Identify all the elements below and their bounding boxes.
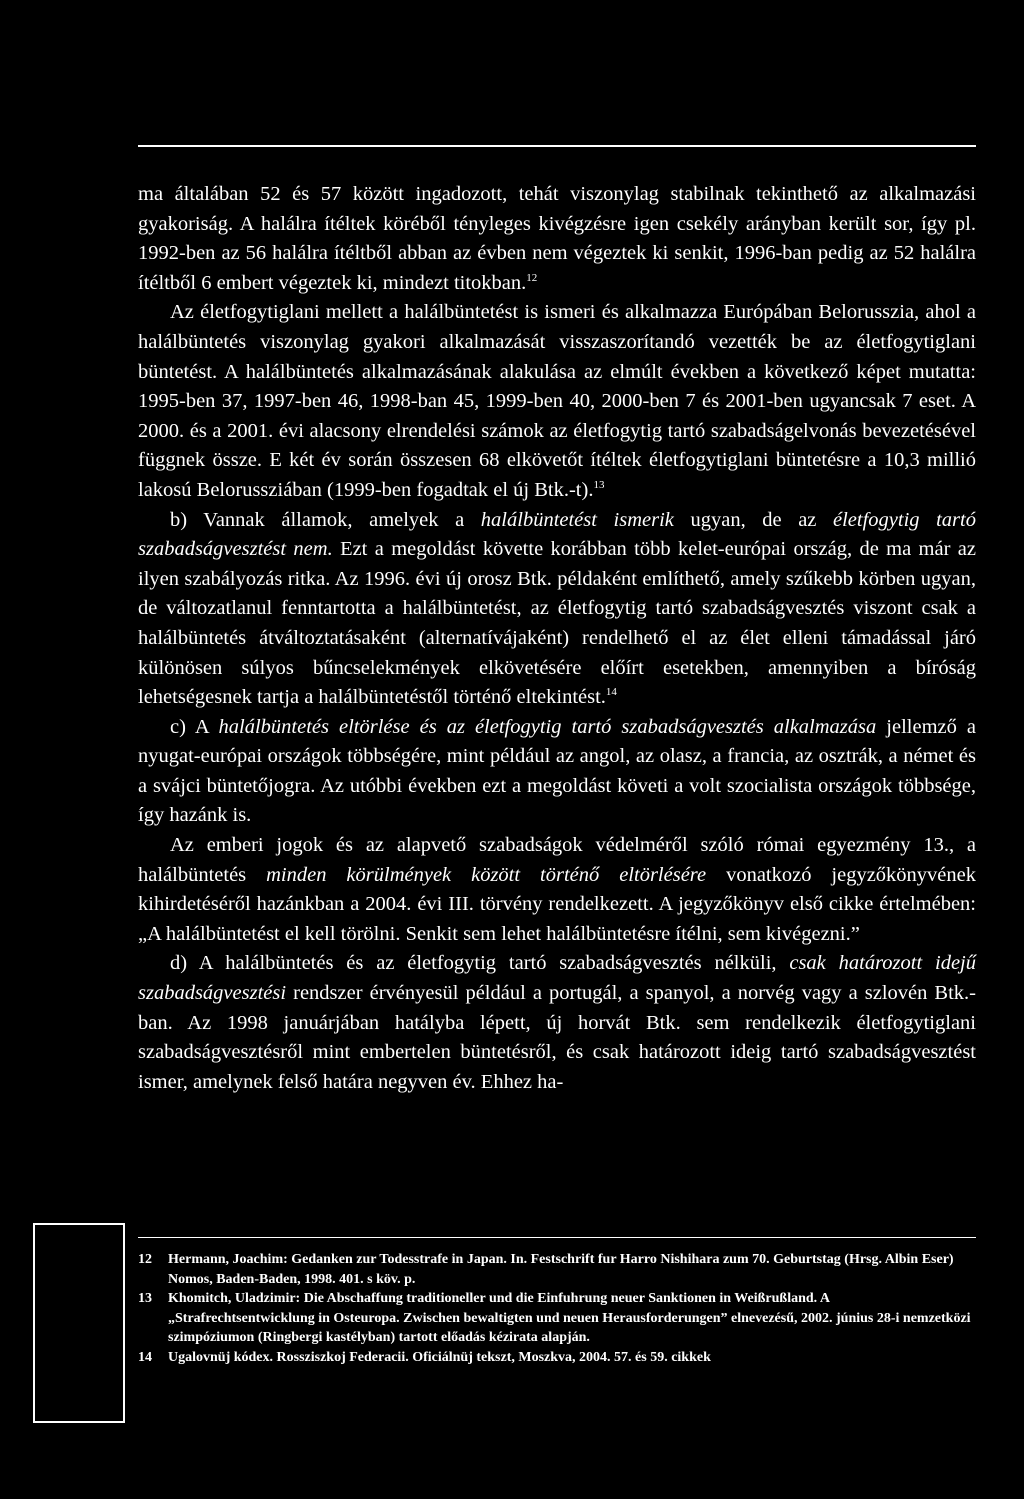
footnote-text: Khomitch, Uladzimir: Die Abschaffung traditioneller und die Einfuhrung neuer Sanktionen in Weißrußland. A „Strafrechtsentwicklung in Osteuropa. Zwischen bewaltigten und neuen Herausforderungen” elnevezésű, 2002. június 28-i nemzetközi szimpóziumon (Ringbergi kastélyban) tartott előadás kézirata alapján. <box>168 1291 971 1346</box>
emphasis-text: halálbüntetés eltörlése és az életfogytig tartó szabadságvesztés alkalmazása <box>218 715 877 738</box>
paragraph-text: ma általában 52 és 57 között ingadozott, tehát viszonylag stabilnak tekinthető az alkalmazási gyakoriság. A halálra ítéltek köréből tényleges kivégzésre igen csekély arányban került sor, így pl. 1992-ben az 56 halálra ítéltből abban az évben nem végeztek ki senkit, 1996-ban pedig az 52 halálra ítéltből 6 embert végeztek ki, mindezt titokban. <box>138 183 976 294</box>
paragraph <box>138 180 976 298</box>
footnote-number: 12 <box>138 1252 152 1267</box>
main-text <box>138 180 976 1097</box>
paragraph-text: rendszer érvényesül például a portugál, a spanyol, a norvég vagy a szlovén Btk.-ban. Az 1998 januárjában hatályba lépett, új horvát Btk. sem rendelkezik életfogytiglani szabadságvesztésről mint embertelen büntetésről, és csak határozott ideig tartó szabadságvesztést ismer, amelynek felső határa negyven év. Ehhez ha- <box>138 982 976 1093</box>
footnote-number: 13 <box>138 1291 152 1307</box>
paragraph <box>138 298 976 505</box>
header-rule <box>138 145 976 147</box>
paragraph <box>138 949 976 1097</box>
footnote <box>138 1289 976 1348</box>
emphasis-text: csak határozott idejű szabadságvesztési <box>138 952 976 1005</box>
paragraph-text: ugyan, de az <box>673 508 833 531</box>
footnote-text: Ugalovnüj kódex. Rossziszkoj Federacii. Oficiálnüj tekszt, Moszkva, 2004. 57. és 59. cikkek <box>168 1349 711 1365</box>
paragraph-text: d) A halálbüntetés és az életfogytig tartó szabadságvesztés nélküli, <box>170 952 790 975</box>
paragraph-text: c) A <box>170 715 219 738</box>
paragraph-text: Ezt a megoldást követte korábban több kelet-európai ország, de ma már az ilyen szabályozás ritka. Az 1996. évi új orosz Btk. példaként említhető, amely szűkebb körben ugyan, de változatlanul fenntartotta a halálbüntetést, az életfogytig tartó szabadságvesztés viszont csak a halálbüntetés átváltoztatásaként (alternatívájaként) rendelhető el az élet elleni támadással járó különösen súlyos bűncselekmények elkövetésére előírt esetekben, amennyiben a bíróság lehetségesnek tartja a halálbüntetéstől történő eltekintést. <box>138 538 976 709</box>
paragraph <box>138 831 976 949</box>
footnote-reference: 14 <box>605 686 617 699</box>
footnote <box>138 1348 976 1368</box>
paragraph-text: Az életfogytiglani mellett a halálbüntetést is ismeri és alkalmazza Európában Belorusszia, ahol a halálbüntetés viszonylag gyakori alkalmazását visszaszorítandó vezették be az életfogytiglani büntetést. A halálbüntetés alkalmazásának alakulása az elmúlt években a következő képet mutatta: 1995-ben 37, 1997-ben 46, 1998-ban 45, 1999-ben 40, 2000-ben 7 és 2001-ben ugyancsak 7 eset. A 2000. és a 2001. évi alacsony elrendelési számok az életfogytig tartó szabadságelvonás bevezetésével függnek össze. E két év során összesen 68 elkövetőt ítéltek életfogytiglani büntetésre a 10,3 millió lakosú Belorussziában (1999-ben fogadtak el új Btk.-t). <box>138 301 976 501</box>
emphasis-text: minden körülmények között történő eltörlésére <box>266 863 707 886</box>
footnote-frame <box>33 1223 125 1423</box>
footnotes <box>138 1250 976 1368</box>
emphasis-text: halálbüntetést ismerik <box>480 508 674 531</box>
footnote <box>138 1250 976 1289</box>
emphasis-text: életfogytig tartó szabadságvesztést nem. <box>138 508 976 561</box>
paragraph <box>138 713 976 831</box>
paragraph-text: jellemző a nyugat-európai országok többségére, mint például az angol, az olasz, a francia, az osztrák, a német és a svájci büntetőjogra. Az utóbbi években ezt a megoldást követi a volt szocialista országok többsége, így hazánk is. <box>138 715 977 827</box>
footnote-number: 14 <box>138 1349 152 1365</box>
paragraph-text: vonatkozó jegyzőkönyvének kihirdetéséről hazánkban a 2004. évi III. törvény rendelkezett. A jegyzőkönyv első cikke értelmében: „A halálbüntetést el kell törölni. Senkit sem lehet halálbüntetésre ítélni, sem kivégezni.” <box>138 863 977 945</box>
paragraph-text: Az emberi jogok és az alapvető szabadságok védelméről szóló római egyezmény 13., a halálbüntetés <box>138 834 976 886</box>
paragraph <box>138 506 976 713</box>
footnote-text: Hermann, Joachim: Gedanken zur Todesstrafe in Japan. In. Festschrift fur Harro Nishihara zum 70. Geburtstag (Hrsg. Albin Eser) Nomos, Baden-Baden, 1998. 401. s köv. p. <box>168 1252 954 1287</box>
footnote-rule <box>138 1237 976 1238</box>
footnote-reference: 13 <box>593 478 605 491</box>
paragraph-text: b) Vannak államok, amelyek a <box>170 508 481 531</box>
footnote-reference: 12 <box>526 271 538 284</box>
